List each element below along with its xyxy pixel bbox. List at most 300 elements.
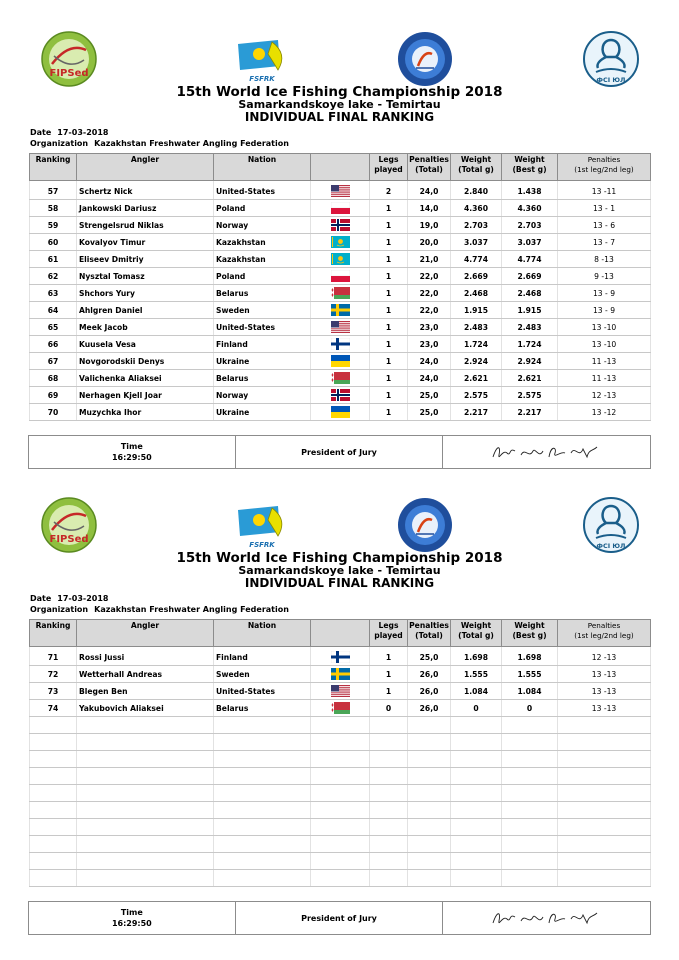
table-row xyxy=(30,836,651,853)
nation-cell: United-States xyxy=(214,181,311,200)
nation-cell xyxy=(214,785,311,802)
angler-cell: Kuusela Vesa xyxy=(77,336,214,353)
penalties-legs-cell: 13 -12 xyxy=(558,404,651,421)
weight-best-cell: 2.703 xyxy=(502,217,558,234)
ua-flag-icon xyxy=(331,406,350,418)
pl-flag-icon xyxy=(331,270,350,282)
table-row xyxy=(30,819,651,836)
flag-cell xyxy=(311,700,370,717)
penalties-legs-cell: 12 -13 xyxy=(558,647,651,666)
weight-total-cell: 2.575 xyxy=(451,387,502,404)
table-row xyxy=(30,319,651,336)
table-row xyxy=(30,802,651,819)
penalties-legs-cell: 13 -11 xyxy=(558,181,651,200)
weight-total-cell: 2.621 xyxy=(451,370,502,387)
penalties-cell: 23,0 xyxy=(408,336,451,353)
weight-best-cell: 2.483 xyxy=(502,319,558,336)
angler-cell: Valichenka Aliaksei xyxy=(77,370,214,387)
weight-best-cell: 1.724 xyxy=(502,336,558,353)
penalties-legs-cell: 13 -13 xyxy=(558,700,651,717)
nation-cell: United-States xyxy=(214,319,311,336)
time-cell: Time 16:29:50 xyxy=(29,902,236,934)
ranking-cell: 69 xyxy=(30,387,77,404)
angler-cell xyxy=(77,768,214,785)
president-cell: President of Jury xyxy=(236,902,444,934)
weight-total-cell: 2.924 xyxy=(451,353,502,370)
ranking-cell: 67 xyxy=(30,353,77,370)
weight-best-cell xyxy=(502,734,558,751)
penalties-cell xyxy=(408,870,451,887)
col-flag xyxy=(311,154,370,181)
svg-text:ФСI ЮЛ: ФСI ЮЛ xyxy=(596,76,626,84)
col-angler: Angler xyxy=(77,154,214,181)
kz-flag-icon xyxy=(331,236,350,248)
table-row xyxy=(30,200,651,217)
weight-total-cell xyxy=(451,734,502,751)
venue-subtitle: Samarkandskoye lake - Temirtau xyxy=(238,564,441,577)
weight-best-cell: 1.084 xyxy=(502,683,558,700)
nation-cell xyxy=(214,853,311,870)
col-angler: Angler xyxy=(77,620,214,647)
table-header-row xyxy=(30,620,651,647)
ranking-cell: 62 xyxy=(30,268,77,285)
legs-cell: 1 xyxy=(370,285,408,302)
penalties-cell: 24,0 xyxy=(408,181,451,200)
angler-cell: Novgorodskii Denys xyxy=(77,353,214,370)
penalties-cell: 20,0 xyxy=(408,234,451,251)
date-line: Date 17-03-2018 xyxy=(30,594,109,603)
flag-cell xyxy=(311,234,370,251)
penalties-legs-cell: 13 - 1 xyxy=(558,200,651,217)
federation-logo xyxy=(582,30,640,88)
by-flag-icon xyxy=(331,287,350,299)
ranking-cell xyxy=(30,802,77,819)
us-flag-icon xyxy=(331,185,350,197)
table-row xyxy=(30,181,651,200)
nation-cell: Belarus xyxy=(214,285,311,302)
legs-cell: 2 xyxy=(370,181,408,200)
flag-cell xyxy=(311,751,370,768)
ranking-cell: 64 xyxy=(30,302,77,319)
penalties-legs-cell: 11 -13 xyxy=(558,353,651,370)
penalties-cell xyxy=(408,785,451,802)
penalties-cell xyxy=(408,717,451,734)
table-row xyxy=(30,370,651,387)
weight-best-cell: 2.924 xyxy=(502,353,558,370)
col-penalties-legs: Penalties (1st leg/2nd leg) xyxy=(558,620,651,647)
sheet-page-2 xyxy=(0,466,679,946)
table-row xyxy=(30,717,651,734)
fi-flag-icon xyxy=(331,651,350,663)
ranking-cell xyxy=(30,717,77,734)
weight-best-cell xyxy=(502,836,558,853)
angler-cell: Eliseev Dmitriy xyxy=(77,251,214,268)
fsfrk-logo xyxy=(232,36,292,84)
table-row xyxy=(30,404,651,421)
flag-cell xyxy=(311,200,370,217)
flag-cell xyxy=(311,285,370,302)
by-flag-icon xyxy=(331,702,350,714)
nation-cell: Belarus xyxy=(214,700,311,717)
weight-total-cell: 1.084 xyxy=(451,683,502,700)
flag-cell xyxy=(311,370,370,387)
ranking-cell xyxy=(30,819,77,836)
penalties-legs-cell: 13 -10 xyxy=(558,336,651,353)
angler-cell: Nysztal Tomasz xyxy=(77,268,214,285)
weight-best-cell: 1.438 xyxy=(502,181,558,200)
penalties-legs-cell: 13 -13 xyxy=(558,666,651,683)
ranking-cell: 68 xyxy=(30,370,77,387)
penalties-cell xyxy=(408,751,451,768)
weight-total-cell xyxy=(451,853,502,870)
angler-cell: Meek Jacob xyxy=(77,319,214,336)
svg-text:FIPSed: FIPSed xyxy=(49,534,89,545)
ranking-heading: INDIVIDUAL FINAL RANKING xyxy=(244,110,435,124)
fipsed-logo xyxy=(40,496,98,554)
penalties-legs-cell: 8 -13 xyxy=(558,251,651,268)
penalties-legs-cell: 13 - 7 xyxy=(558,234,651,251)
flag-cell xyxy=(311,666,370,683)
nation-cell: Poland xyxy=(214,200,311,217)
no-flag-icon xyxy=(331,219,350,231)
table-row xyxy=(30,302,651,319)
angler-cell: Yakubovich Aliaksei xyxy=(77,700,214,717)
penalties-cell: 26,0 xyxy=(408,666,451,683)
nation-cell: Norway xyxy=(214,217,311,234)
col-weight-best: Weight (Best g) xyxy=(502,154,558,181)
championship-title: 15th World Ice Fishing Championship 2018 xyxy=(176,550,503,566)
legs-cell: 1 xyxy=(370,319,408,336)
penalties-cell: 25,0 xyxy=(408,387,451,404)
championship-emblem xyxy=(396,30,454,88)
ua-flag-icon xyxy=(331,355,350,367)
col-weight-total: Weight (Total g) xyxy=(451,154,502,181)
legs-cell: 1 xyxy=(370,336,408,353)
penalties-cell xyxy=(408,768,451,785)
se-flag-icon xyxy=(331,668,350,680)
fipsed-logo xyxy=(40,30,98,88)
col-nation: Nation xyxy=(214,620,311,647)
legs-cell xyxy=(370,734,408,751)
nation-cell: Finland xyxy=(214,647,311,666)
penalties-cell xyxy=(408,836,451,853)
angler-cell: Strengelsrud Niklas xyxy=(77,217,214,234)
ranking-table-body xyxy=(30,181,651,421)
col-weight-total: Weight (Total g) xyxy=(451,620,502,647)
legs-cell xyxy=(370,870,408,887)
ranking-cell: 72 xyxy=(30,666,77,683)
col-legs: Legs played xyxy=(370,154,408,181)
flag-cell xyxy=(311,353,370,370)
legs-cell: 1 xyxy=(370,200,408,217)
flag-cell xyxy=(311,853,370,870)
ranking-cell xyxy=(30,734,77,751)
ranking-heading: INDIVIDUAL FINAL RANKING xyxy=(244,576,435,590)
fi-flag-icon xyxy=(331,338,350,350)
se-flag-icon xyxy=(331,304,350,316)
weight-total-cell: 2.483 xyxy=(451,319,502,336)
flag-cell xyxy=(311,836,370,853)
penalties-cell: 26,0 xyxy=(408,683,451,700)
nation-cell: United-States xyxy=(214,683,311,700)
ranking-cell: 71 xyxy=(30,647,77,666)
championship-emblem xyxy=(396,496,454,554)
organization-line: Organization Kazakhstan Freshwater Angling Federation xyxy=(30,139,289,148)
flag-cell xyxy=(311,319,370,336)
penalties-cell: 14,0 xyxy=(408,200,451,217)
ranking-table xyxy=(29,153,651,421)
angler-cell: Shchors Yury xyxy=(77,285,214,302)
flag-cell xyxy=(311,802,370,819)
flag-cell xyxy=(311,181,370,200)
penalties-cell: 22,0 xyxy=(408,302,451,319)
table-row xyxy=(30,751,651,768)
ranking-cell: 66 xyxy=(30,336,77,353)
flag-cell xyxy=(311,717,370,734)
weight-best-cell: 1.555 xyxy=(502,666,558,683)
penalties-legs-cell: 13 -10 xyxy=(558,319,651,336)
signature-cell xyxy=(443,902,650,934)
svg-text:FSFRK: FSFRK xyxy=(249,541,275,549)
penalties-cell: 25,0 xyxy=(408,404,451,421)
weight-total-cell xyxy=(451,785,502,802)
ranking-cell: 58 xyxy=(30,200,77,217)
weight-total-cell: 2.703 xyxy=(451,217,502,234)
venue-subtitle: Samarkandskoye lake - Temirtau xyxy=(238,98,441,111)
flag-cell xyxy=(311,647,370,666)
ranking-cell xyxy=(30,836,77,853)
ranking-cell xyxy=(30,785,77,802)
table-row xyxy=(30,353,651,370)
table-row xyxy=(30,768,651,785)
legs-cell: 1 xyxy=(370,666,408,683)
ranking-cell xyxy=(30,853,77,870)
signature-image xyxy=(487,907,607,929)
legs-cell xyxy=(370,819,408,836)
weight-best-cell: 2.621 xyxy=(502,370,558,387)
ranking-cell: 74 xyxy=(30,700,77,717)
ranking-table-body xyxy=(30,647,651,887)
nation-cell xyxy=(214,870,311,887)
ranking-cell: 59 xyxy=(30,217,77,234)
table-row xyxy=(30,336,651,353)
nation-cell: Kazakhstan xyxy=(214,251,311,268)
signature-cell xyxy=(443,436,650,468)
svg-text:FIPSed: FIPSed xyxy=(49,68,89,79)
angler-cell: Wetterhall Andreas xyxy=(77,666,214,683)
nation-cell xyxy=(214,836,311,853)
weight-total-cell: 2.217 xyxy=(451,404,502,421)
weight-best-cell xyxy=(502,785,558,802)
weight-total-cell: 1.698 xyxy=(451,647,502,666)
weight-total-cell xyxy=(451,836,502,853)
jury-footer xyxy=(28,901,651,935)
pl-flag-icon xyxy=(331,202,350,214)
penalties-cell: 22,0 xyxy=(408,285,451,302)
weight-best-cell xyxy=(502,819,558,836)
ranking-cell: 63 xyxy=(30,285,77,302)
no-flag-icon xyxy=(331,389,350,401)
weight-best-cell: 0 xyxy=(502,700,558,717)
table-row xyxy=(30,785,651,802)
weight-total-cell xyxy=(451,717,502,734)
penalties-legs-cell xyxy=(558,836,651,853)
weight-best-cell: 1.915 xyxy=(502,302,558,319)
nation-cell xyxy=(214,717,311,734)
weight-total-cell: 4.774 xyxy=(451,251,502,268)
weight-best-cell: 2.575 xyxy=(502,387,558,404)
col-ranking: Ranking xyxy=(30,620,77,647)
weight-total-cell: 1.915 xyxy=(451,302,502,319)
angler-cell: Nerhagen Kjell Joar xyxy=(77,387,214,404)
weight-best-cell xyxy=(502,751,558,768)
legs-cell: 1 xyxy=(370,387,408,404)
legs-cell: 1 xyxy=(370,353,408,370)
weight-total-cell xyxy=(451,751,502,768)
legs-cell: 1 xyxy=(370,234,408,251)
flag-cell xyxy=(311,251,370,268)
angler-cell: Blegen Ben xyxy=(77,683,214,700)
ranking-cell: 60 xyxy=(30,234,77,251)
penalties-legs-cell xyxy=(558,751,651,768)
nation-cell: Sweden xyxy=(214,666,311,683)
angler-cell xyxy=(77,751,214,768)
flag-cell xyxy=(311,336,370,353)
weight-total-cell xyxy=(451,802,502,819)
flag-cell xyxy=(311,217,370,234)
legs-cell: 1 xyxy=(370,268,408,285)
ranking-cell xyxy=(30,751,77,768)
table-row xyxy=(30,647,651,666)
legs-cell: 1 xyxy=(370,683,408,700)
legs-cell: 1 xyxy=(370,251,408,268)
angler-cell: Kovalyov Timur xyxy=(77,234,214,251)
svg-text:ФСI ЮЛ: ФСI ЮЛ xyxy=(596,542,626,550)
weight-total-cell: 1.555 xyxy=(451,666,502,683)
col-penalties: Penalties (Total) xyxy=(408,154,451,181)
penalties-cell: 23,0 xyxy=(408,319,451,336)
penalties-cell xyxy=(408,734,451,751)
nation-cell: Ukraine xyxy=(214,353,311,370)
weight-total-cell: 2.840 xyxy=(451,181,502,200)
weight-total-cell: 1.724 xyxy=(451,336,502,353)
legs-cell xyxy=(370,751,408,768)
nation-cell: Finland xyxy=(214,336,311,353)
weight-total-cell: 2.468 xyxy=(451,285,502,302)
weight-total-cell: 3.037 xyxy=(451,234,502,251)
weight-best-cell: 3.037 xyxy=(502,234,558,251)
weight-best-cell: 2.217 xyxy=(502,404,558,421)
table-row xyxy=(30,234,651,251)
angler-cell xyxy=(77,734,214,751)
nation-cell xyxy=(214,802,311,819)
penalties-legs-cell xyxy=(558,870,651,887)
penalties-legs-cell xyxy=(558,734,651,751)
penalties-legs-cell: 11 -13 xyxy=(558,370,651,387)
penalties-cell: 22,0 xyxy=(408,268,451,285)
nation-cell xyxy=(214,734,311,751)
weight-best-cell: 4.360 xyxy=(502,200,558,217)
table-row xyxy=(30,853,651,870)
nation-cell xyxy=(214,768,311,785)
weight-total-cell: 4.360 xyxy=(451,200,502,217)
ranking-cell xyxy=(30,768,77,785)
weight-best-cell xyxy=(502,768,558,785)
federation-logo xyxy=(582,496,640,554)
flag-cell xyxy=(311,870,370,887)
angler-cell xyxy=(77,853,214,870)
weight-total-cell xyxy=(451,768,502,785)
ranking-cell: 61 xyxy=(30,251,77,268)
penalties-cell: 19,0 xyxy=(408,217,451,234)
table-row xyxy=(30,734,651,751)
president-cell: President of Jury xyxy=(236,436,444,468)
angler-cell: Schertz Nick xyxy=(77,181,214,200)
col-legs: Legs played xyxy=(370,620,408,647)
penalties-legs-cell xyxy=(558,717,651,734)
weight-total-cell: 2.669 xyxy=(451,268,502,285)
nation-cell: Sweden xyxy=(214,302,311,319)
penalties-legs-cell: 13 - 9 xyxy=(558,302,651,319)
svg-text:FSFRK: FSFRK xyxy=(249,75,275,83)
nation-cell: Belarus xyxy=(214,370,311,387)
flag-cell xyxy=(311,734,370,751)
penalties-legs-cell: 12 -13 xyxy=(558,387,651,404)
col-ranking: Ranking xyxy=(30,154,77,181)
legs-cell: 0 xyxy=(370,700,408,717)
legs-cell xyxy=(370,802,408,819)
table-row xyxy=(30,387,651,404)
kz-flag-icon xyxy=(331,253,350,265)
legs-cell: 1 xyxy=(370,404,408,421)
ranking-cell xyxy=(30,870,77,887)
ranking-cell: 70 xyxy=(30,404,77,421)
ranking-cell: 65 xyxy=(30,319,77,336)
legs-cell xyxy=(370,717,408,734)
nation-cell: Ukraine xyxy=(214,404,311,421)
angler-cell: Jankowski Dariusz xyxy=(77,200,214,217)
penalties-cell: 25,0 xyxy=(408,647,451,666)
date-line: Date 17-03-2018 xyxy=(30,128,109,137)
nation-cell: Kazakhstan xyxy=(214,234,311,251)
col-weight-best: Weight (Best g) xyxy=(502,620,558,647)
flag-cell xyxy=(311,387,370,404)
legs-cell: 1 xyxy=(370,647,408,666)
col-flag xyxy=(311,620,370,647)
flag-cell xyxy=(311,819,370,836)
weight-best-cell xyxy=(502,853,558,870)
weight-best-cell xyxy=(502,717,558,734)
penalties-legs-cell: 13 - 9 xyxy=(558,285,651,302)
ranking-table xyxy=(29,619,651,887)
ranking-cell: 73 xyxy=(30,683,77,700)
col-penalties: Penalties (Total) xyxy=(408,620,451,647)
table-row xyxy=(30,268,651,285)
penalties-cell xyxy=(408,853,451,870)
weight-best-cell: 1.698 xyxy=(502,647,558,666)
penalties-cell xyxy=(408,802,451,819)
angler-cell xyxy=(77,819,214,836)
angler-cell xyxy=(77,717,214,734)
col-nation: Nation xyxy=(214,154,311,181)
weight-best-cell xyxy=(502,802,558,819)
championship-title: 15th World Ice Fishing Championship 2018 xyxy=(176,84,503,100)
nation-cell xyxy=(214,751,311,768)
table-row xyxy=(30,700,651,717)
penalties-legs-cell xyxy=(558,768,651,785)
angler-cell: Muzychka Ihor xyxy=(77,404,214,421)
table-row xyxy=(30,683,651,700)
